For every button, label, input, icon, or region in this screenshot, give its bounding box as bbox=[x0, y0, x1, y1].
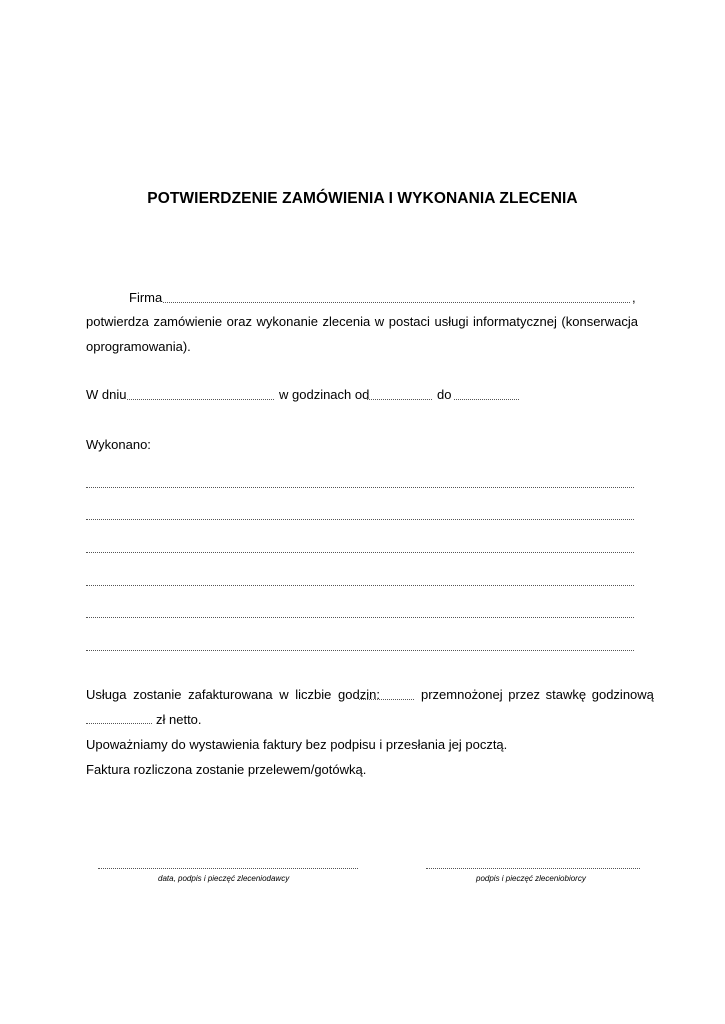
confirmation-line-2: oprogramowania). bbox=[86, 339, 191, 354]
hours-to-label: do bbox=[437, 387, 452, 402]
performed-fill-line[interactable] bbox=[86, 617, 634, 618]
firma-fill-line[interactable] bbox=[163, 302, 630, 303]
performed-label: Wykonano: bbox=[86, 437, 151, 452]
confirmation-word: usługi bbox=[434, 314, 469, 329]
contractor-signature-line[interactable] bbox=[426, 868, 640, 869]
performed-fill-line[interactable] bbox=[86, 552, 634, 553]
billing-currency-label: zł netto. bbox=[156, 712, 202, 727]
confirmation-word: wykonanie bbox=[256, 314, 318, 329]
hours-from-label: w godzinach od bbox=[279, 387, 370, 402]
performed-fill-line[interactable] bbox=[86, 650, 634, 651]
confirmation-word: oraz bbox=[226, 314, 252, 329]
payment-text: Faktura rozliczona zostanie przelewem/gotówką. bbox=[86, 762, 367, 777]
confirmation-word: potwierdza bbox=[86, 314, 149, 329]
billing-rate-fill-line[interactable] bbox=[86, 723, 152, 724]
hours-to-fill-line[interactable] bbox=[454, 399, 519, 400]
billing-hours-label: Usługa zostanie zafakturowana w liczbie godzin: bbox=[86, 687, 380, 702]
document-title: POTWIERDZENIE ZAMÓWIENIA I WYKONANIA ZLECENIA bbox=[147, 190, 578, 207]
hours-from-fill-line[interactable] bbox=[367, 399, 432, 400]
confirmation-word: zlecenia bbox=[322, 314, 371, 329]
contractor-signature-caption: podpis i pieczęć zleceniobiorcy bbox=[476, 874, 586, 883]
client-signature-caption: data, podpis i pieczęć zleceniodawcy bbox=[158, 874, 290, 883]
confirmation-word: (konserwacja bbox=[561, 314, 638, 329]
firma-comma: , bbox=[632, 290, 636, 305]
date-label: W dniu bbox=[86, 387, 127, 402]
confirmation-line-1 bbox=[86, 314, 638, 330]
confirmation-word: postaci bbox=[388, 314, 430, 329]
confirmation-word: informatycznej bbox=[473, 314, 557, 329]
confirmation-word: w bbox=[374, 314, 385, 329]
authorization-text: Upoważniamy do wystawienia faktury bez podpisu i przesłania jej pocztą. bbox=[86, 737, 508, 752]
confirmation-word: zamówienie bbox=[153, 314, 223, 329]
performed-fill-line[interactable] bbox=[86, 585, 634, 586]
performed-fill-line[interactable] bbox=[86, 519, 634, 520]
billing-hours-fill-line[interactable] bbox=[359, 699, 414, 700]
date-fill-line[interactable] bbox=[127, 399, 274, 400]
billing-rate-label: przemnożonej przez stawkę godzinową bbox=[421, 687, 654, 702]
client-signature-line[interactable] bbox=[98, 868, 358, 869]
firma-label: Firma bbox=[129, 290, 163, 305]
performed-fill-line[interactable] bbox=[86, 487, 634, 488]
